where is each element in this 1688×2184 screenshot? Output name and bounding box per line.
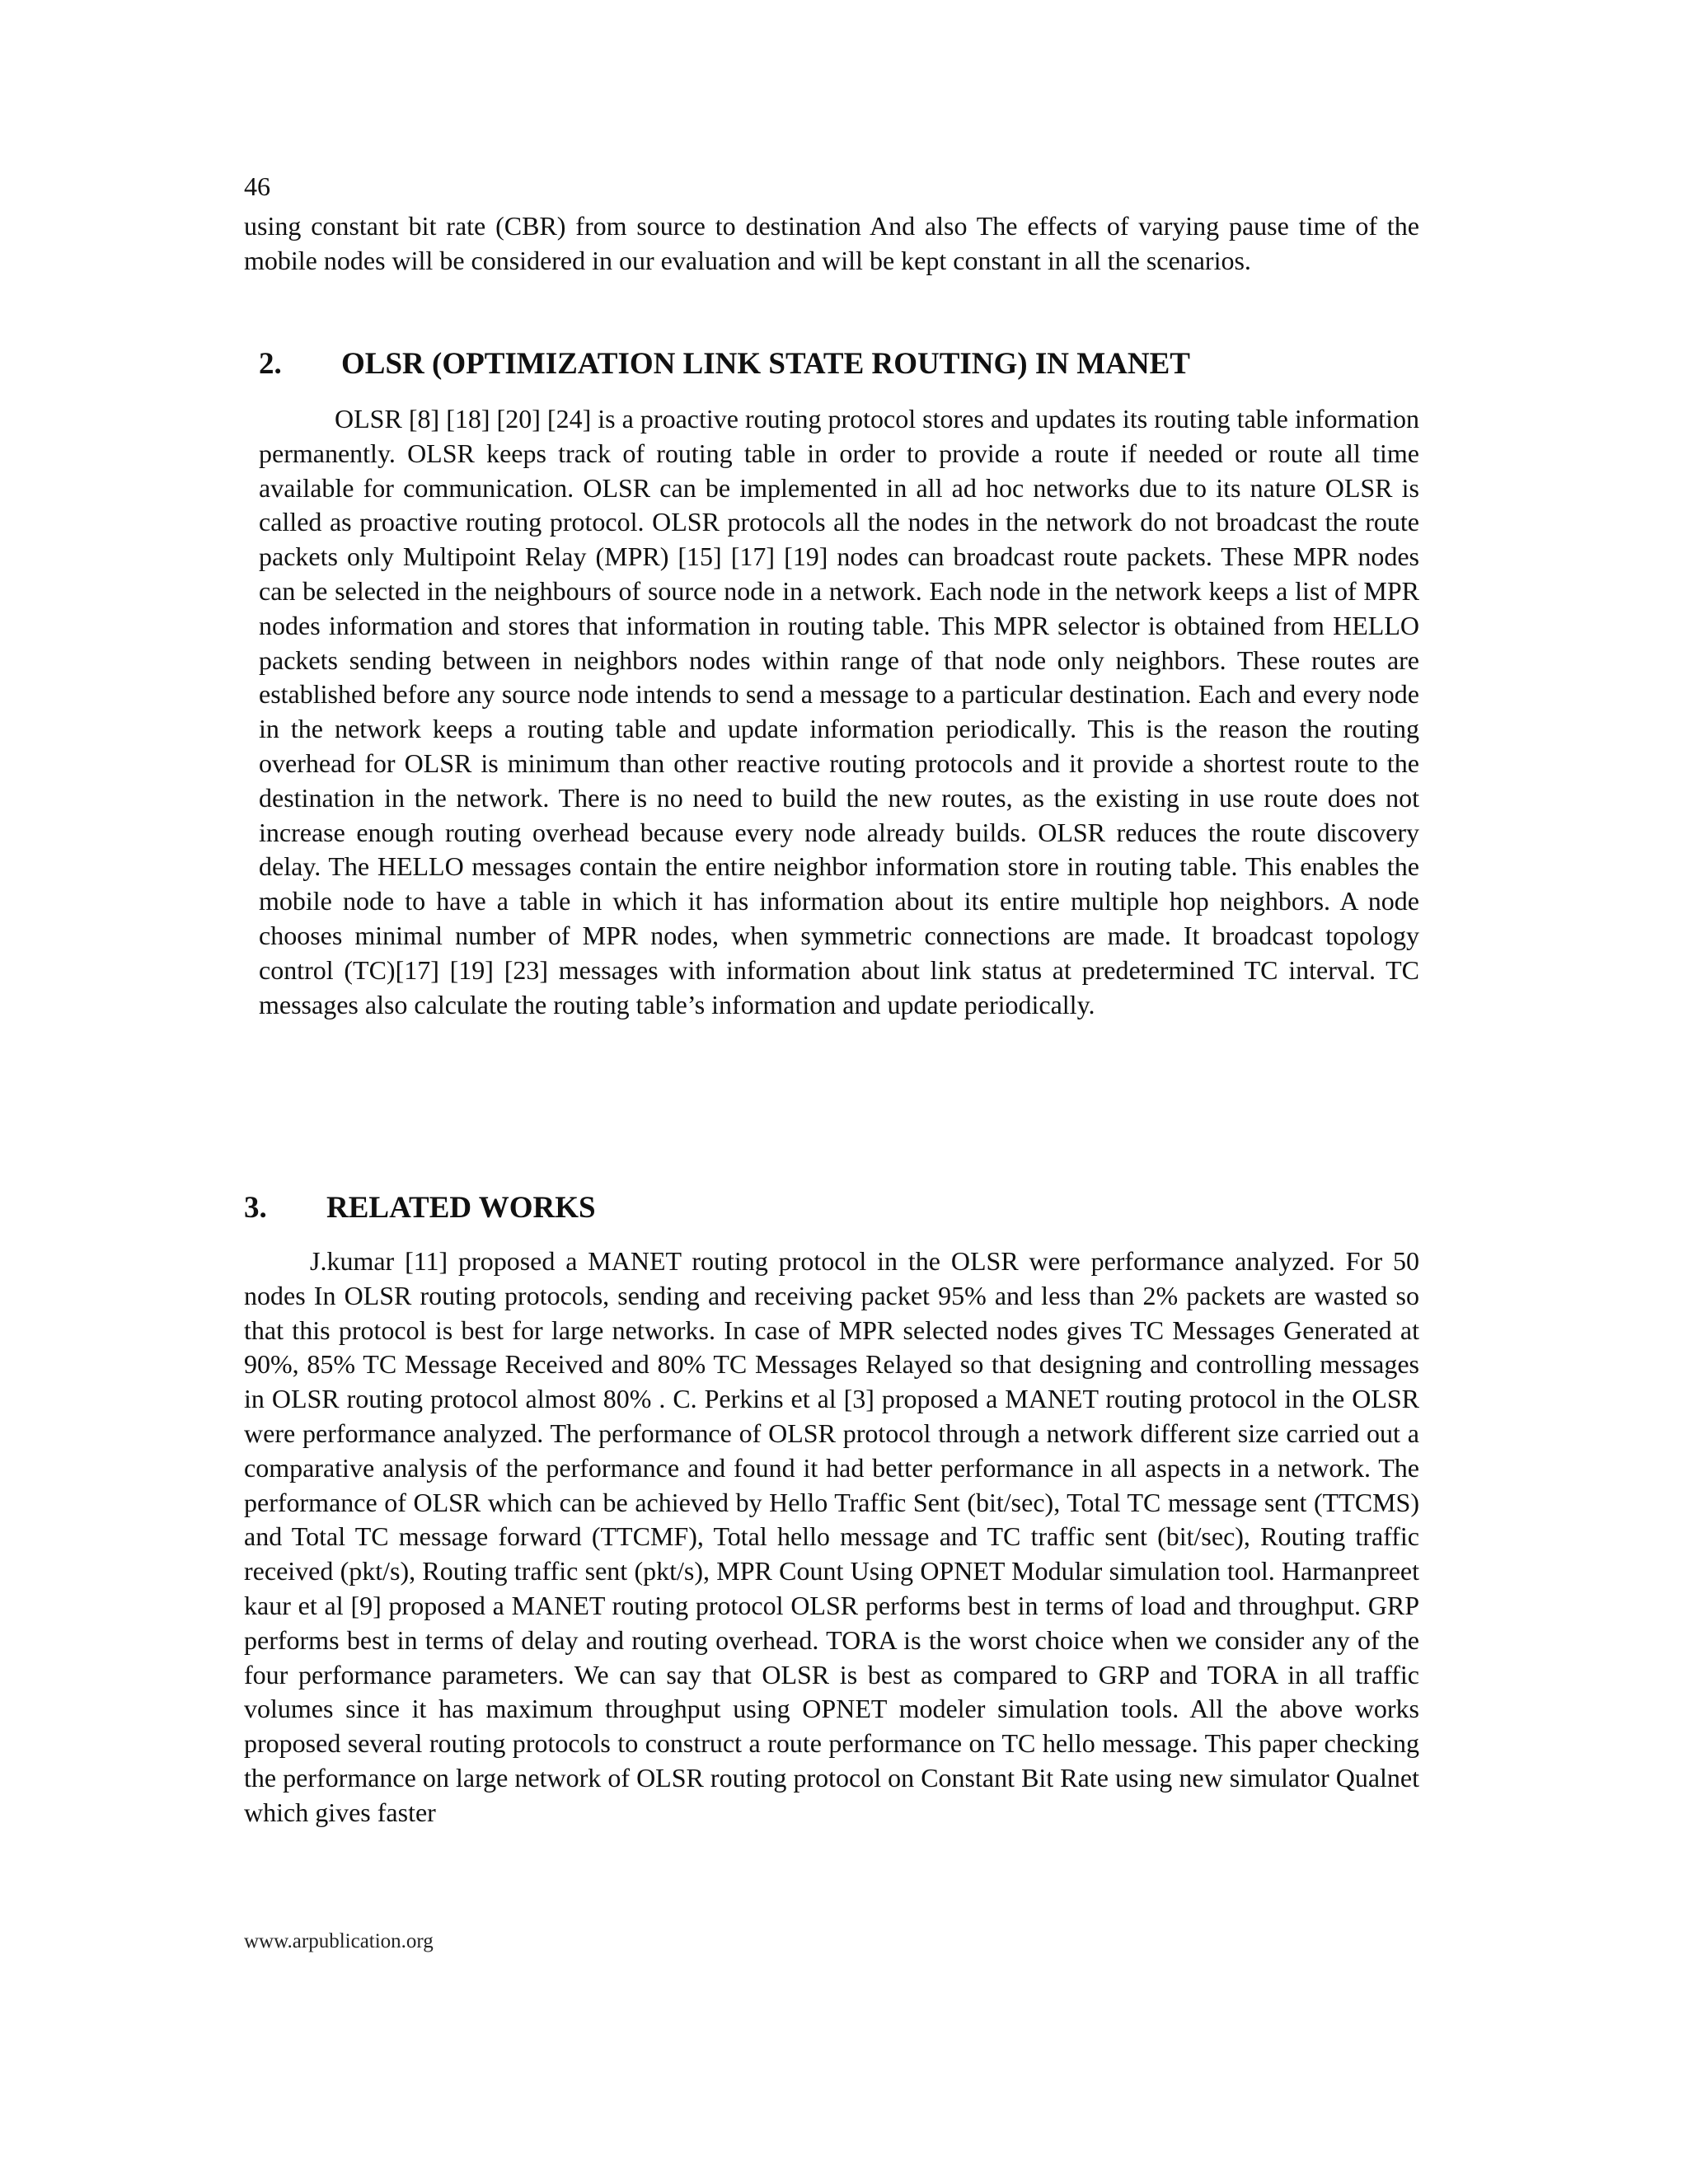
page-number: 46 xyxy=(244,171,270,201)
section-3-body: J.kumar [11] proposed a MANET routing protocol in the OLSR were performance analyzed. For 50 nodes In OLSR routing protocols, sending and receiving packet 95% and less than 2% packets are wasted so that this protocol is best for large networks. In case of MPR selected nodes gives TC Messages Generated at 90%, 85% TC Message Received and 80% TC Messages Relayed so that designing and controlling messages in OLSR routing protocol almost 80% . C. Perkins et al [3] proposed a MANET routing protocol in the OLSR were performance analyzed. The performance of OLSR protocol through a network different size carried out a comparative analysis of the performance and found it had better performance in all aspects in a network. The performance of OLSR which can be achieved by Hello Traffic Sent (bit/sec), Total TC message sent (TTCMS) and Total TC message forward (TTCMF), Total hello message and TC traffic sent (bit/sec), Routing traffic received (pkt/s), Routing traffic sent (pkt/s), MPR Count Using OPNET Modular simulation tool. Harmanpreet kaur et al [9] proposed a MANET routing protocol OLSR performs best in terms of load and throughput. GRP performs best in terms of delay and routing overhead. TORA is the worst choice when we consider any of the four performance parameters. We can say that OLSR is best as compared to GRP and TORA in all traffic volumes since it has maximum throughput using OPNET modeler simulation tools. All the above works proposed several routing protocols to construct a route performance on TC hello message. This paper checking the performance on large network of OLSR routing protocol on Constant Bit Rate using new simulator Qualnet which gives faster xyxy=(244,1246,1419,1827)
section-2-heading xyxy=(259,346,1190,382)
section-2-title: OLSR (OPTIMIZATION LINK STATE ROUTING) IN MANET xyxy=(341,347,1190,381)
footer-url: www.arpublication.org xyxy=(244,1930,434,1952)
section-2-body: OLSR [8] [18] [20] [24] is a proactive routing protocol stores and updates its routing table information permanently. OLSR keeps track of routing table in order to provide a route if needed or route all time available for communication. OLSR can be implemented in all ad hoc networks due to its nature OLSR is called as proactive routing protocol. OLSR protocols all the nodes in the network do not broadcast the route packets only Multipoint Relay (MPR) [15] [17] [19] nodes can broadcast route packets. These MPR nodes can be selected in the neighbours of source node in a network. Each node in the network keeps a list of MPR nodes information and stores that information in routing table. This MPR selector is obtained from HELLO packets sending between in neighbors nodes within range of that node only neighbors. These routes are established before any source node intends to send a message to a particular destination. Each and every node in the network keeps a routing table and update information periodically. This is the reason the routing overhead for OLSR is minimum than other reactive routing protocols and it provide a shortest route to the destination in the network. There is no need to build the new routes, as the existing in use route does not increase enough routing overhead because every node already builds. OLSR reduces the route discovery delay. The HELLO messages contain the entire neighbor information store in routing table. This enables the mobile node to have a table in which it has information about its entire multiple hop neighbors. A node chooses minimal number of MPR nodes, when symmetric connections are made. It broadcast topology control (TC)[17] [19] [23] messages with information about link status at predetermined TC interval. TC messages also calculate the routing table’s information and update periodically. xyxy=(259,404,1419,1019)
intro-paragraph: using constant bit rate (CBR) from source to destination And also The effects of varying pause time of the mobile nodes will be considered in our evaluation and will be kept constant in all the scenarios. xyxy=(244,211,1419,275)
section-2-number: 2. xyxy=(259,347,282,381)
section-3-title: RELATED WORKS xyxy=(326,1191,596,1225)
section-3-number: 3. xyxy=(244,1191,267,1225)
section-3-heading xyxy=(244,1190,596,1226)
